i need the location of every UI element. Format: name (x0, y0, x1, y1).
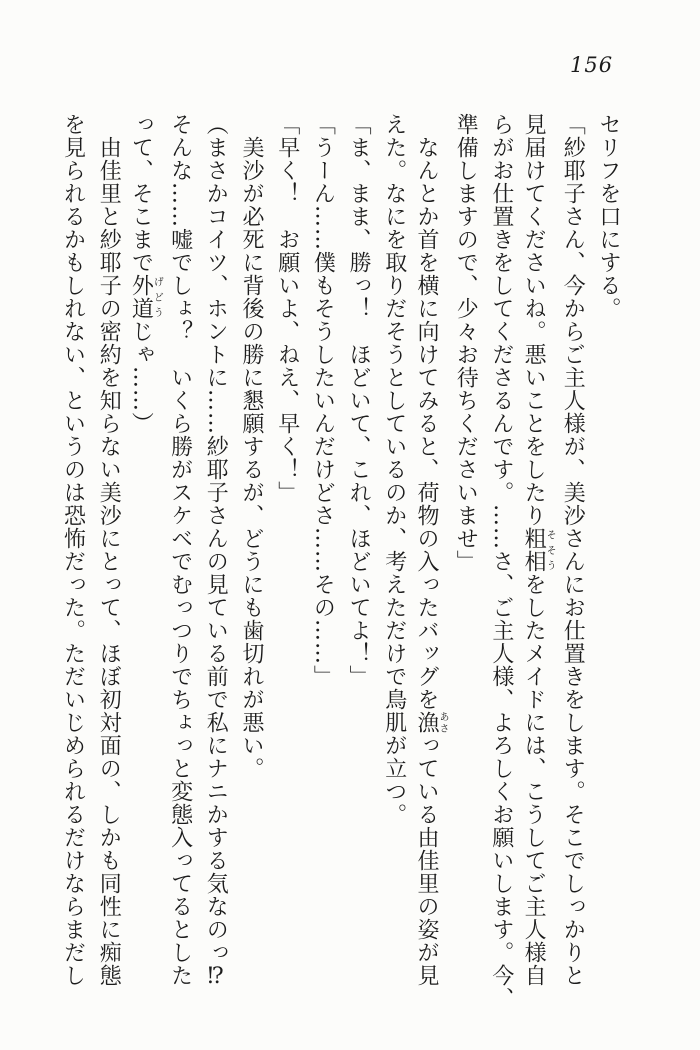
text-line-6: なんとか首を横に向けてみると、荷物の入ったバッグを漁あさっている由佳里の姿が見 (414, 113, 448, 987)
text-line-9: 「うーん……僕もそうしたいんだけどさ……その……」 (310, 113, 336, 688)
furigana-term: 粗相そそう (521, 527, 556, 573)
text-line-10: 「早く！ お願いよ、ねえ、早く！」 (274, 113, 300, 504)
text-line-4: らがお仕置きをしてくださるんです。……さ、ご主人様、よろしくお願いします。今、 (488, 113, 514, 1010)
text-line-15: 由佳里と紗耶子の密約を知らない美沙にとって、ほぼ初対面の、しかも同性に痴態 (96, 113, 122, 987)
page-number: 156 (570, 53, 614, 77)
text-line-12: （まさかコイツ、ホントに……紗耶子さんの見ている前で私にナニかする気なのっ⁉ (203, 113, 229, 990)
text-line-2: 「紗耶子さん、今からご主人様が、美沙さんにお仕置きをします。そこでしっかりと (560, 113, 586, 987)
text-line-7: えた。なにを取りだそうとしているのか、考えただけで鳥肌が立つ。 (381, 113, 407, 826)
text-line-5: 準備しますので、少々お待ちくださいませ」 (453, 113, 479, 573)
text-line-16: を見られるかもしれない、というのは恐怖だった。ただいじめられるだけならまだし (60, 113, 86, 987)
text-line-11: 美沙が必死に背後の勝に懇願するが、どうにも歯切れが悪い。 (239, 113, 264, 780)
text-line-14: って、そこまで外道げどうじゃ……） (128, 113, 163, 435)
text-line-1: セリフを口にする。 (596, 113, 621, 320)
furigana-term: 外道げどう (128, 274, 163, 320)
text-line-3: 見届けてくださいね。悪いことをしたり粗相そそうをしたメイドには、こうしてご主人様自 (521, 113, 556, 987)
text-line-13: そんな……嘘でしょ？ いくら勝がスケベでむっつりでちょっと変態入ってるとした (167, 113, 193, 987)
text-line-8: 「ま、まま、勝っ！ ほどいて、これ、ほどいてよ！」 (346, 113, 372, 688)
furigana-term: 漁あさ (414, 711, 448, 734)
